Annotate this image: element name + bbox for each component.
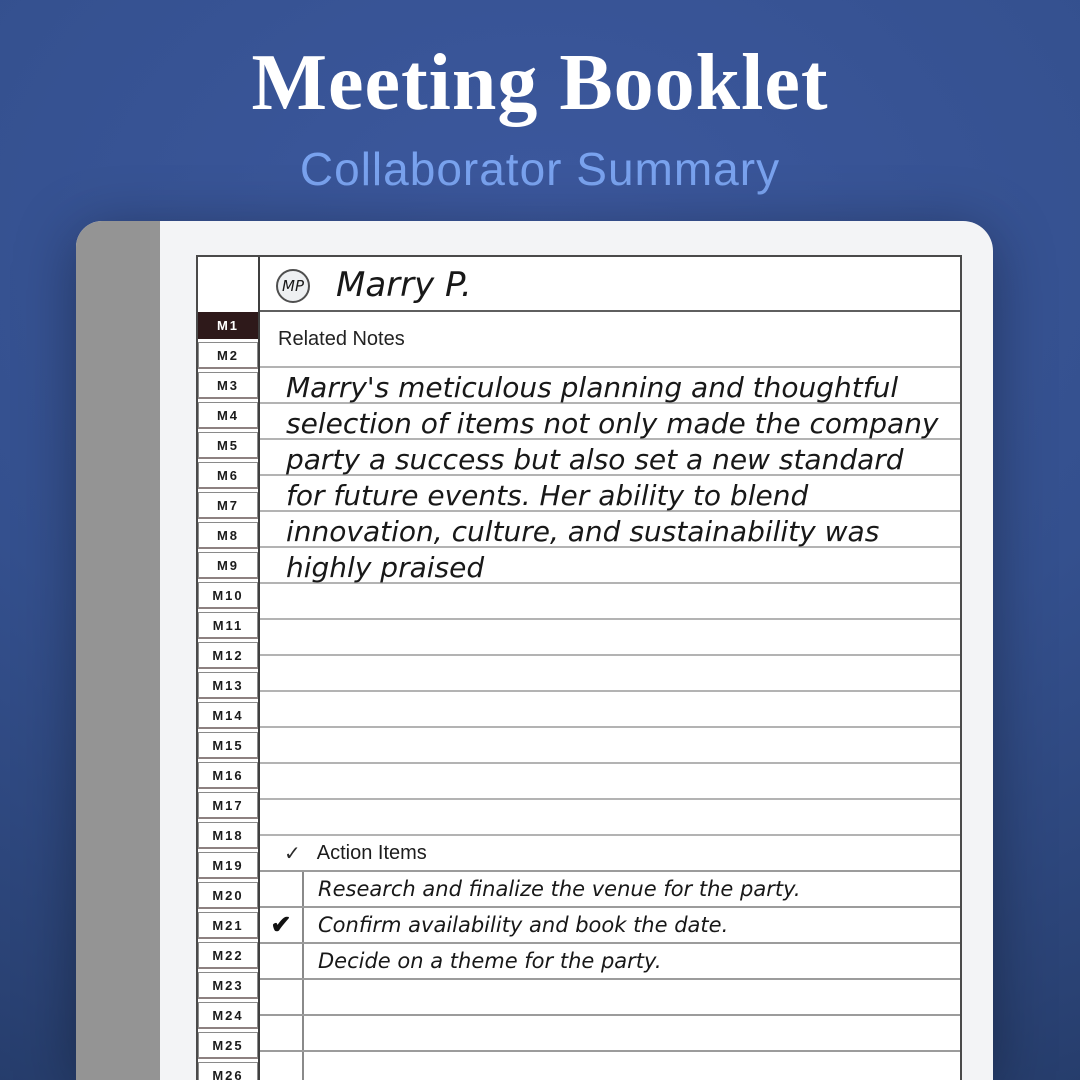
tab-m19[interactable]: M19 [198,852,258,879]
banner-subtitle: Collaborator Summary [299,143,781,195]
booklet-page [196,255,962,1080]
collaborator-avatar: MP [276,269,310,303]
tab-m21[interactable]: M21 [198,912,258,939]
action-item-row [260,872,960,908]
action-item-text: Decide on a theme for the party. [318,949,662,973]
meeting-tab-rail [198,312,258,1080]
tab-m18[interactable]: M18 [198,822,258,849]
action-item-row [260,1016,960,1052]
action-item-row [260,980,960,1016]
related-notes-area[interactable] [260,368,960,836]
ruled-line [260,800,960,836]
note-line: Marry's meticulous planning and thoughtful [286,371,899,404]
action-item-text: Confirm availability and book the date. [318,913,729,937]
tab-m13[interactable]: M13 [198,672,258,699]
tab-m7[interactable]: M7 [198,492,258,519]
note-line: for future events. Her ability to blend [286,479,809,512]
tab-m12[interactable]: M12 [198,642,258,669]
device-spine [76,221,160,1080]
action-item-row [260,908,960,944]
banner-title: Meeting Booklet [251,39,829,127]
action-item-text: Research and finalize the venue for the party. [318,877,801,901]
related-notes-label: Related Notes [278,327,405,350]
tab-m23[interactable]: M23 [198,972,258,999]
tab-m8[interactable]: M8 [198,522,258,549]
action-item-text [304,1016,960,1050]
checkbox-cell[interactable] [260,1052,304,1080]
note-line: innovation, culture, and sustainability was [286,515,880,548]
tab-m16[interactable]: M16 [198,762,258,789]
ruled-line [260,728,960,764]
action-items-label: Action Items [316,841,427,864]
action-item-text [304,980,960,1014]
action-items-header [260,836,960,872]
tab-m3[interactable]: M3 [198,372,258,399]
tab-m20[interactable]: M20 [198,882,258,909]
tab-m24[interactable]: M24 [198,1002,258,1029]
related-notes-label-row [260,312,960,368]
page-content [260,257,960,1080]
handwritten-note [286,369,950,585]
tab-m22[interactable]: M22 [198,942,258,969]
ruled-line [260,620,960,656]
tab-m1[interactable]: M1 [198,312,258,339]
note-line: highly praised [286,551,485,584]
checkbox-cell[interactable] [260,944,304,978]
tab-m25[interactable]: M25 [198,1032,258,1059]
collaborator-header [260,257,960,312]
tab-m26[interactable]: M26 [198,1062,258,1080]
tab-m14[interactable]: M14 [198,702,258,729]
action-items-list [260,872,960,1080]
tab-m9[interactable]: M9 [198,552,258,579]
ruled-line [260,656,960,692]
note-line: selection of items not only made the company [286,407,939,440]
checkbox-cell[interactable] [260,1016,304,1050]
tab-m6[interactable]: M6 [198,462,258,489]
tab-m17[interactable]: M17 [198,792,258,819]
action-item-row [260,944,960,980]
tab-m10[interactable]: M10 [198,582,258,609]
ruled-line [260,584,960,620]
action-item-text [304,1052,960,1080]
checkbox-checked-icon[interactable]: ✔ [260,908,304,942]
check-icon: ✓ [284,842,301,865]
tab-m11[interactable]: M11 [198,612,258,639]
tab-m4[interactable]: M4 [198,402,258,429]
tab-m2[interactable]: M2 [198,342,258,369]
ruled-line [260,764,960,800]
action-item-row [260,1052,960,1080]
checkbox-cell[interactable] [260,980,304,1014]
note-line: party a success but also set a new standard [286,443,904,476]
checkbox-cell[interactable] [260,872,304,906]
tab-m15[interactable]: M15 [198,732,258,759]
tab-m5[interactable]: M5 [198,432,258,459]
ruled-line [260,692,960,728]
collaborator-name: Marry P. [336,265,472,305]
